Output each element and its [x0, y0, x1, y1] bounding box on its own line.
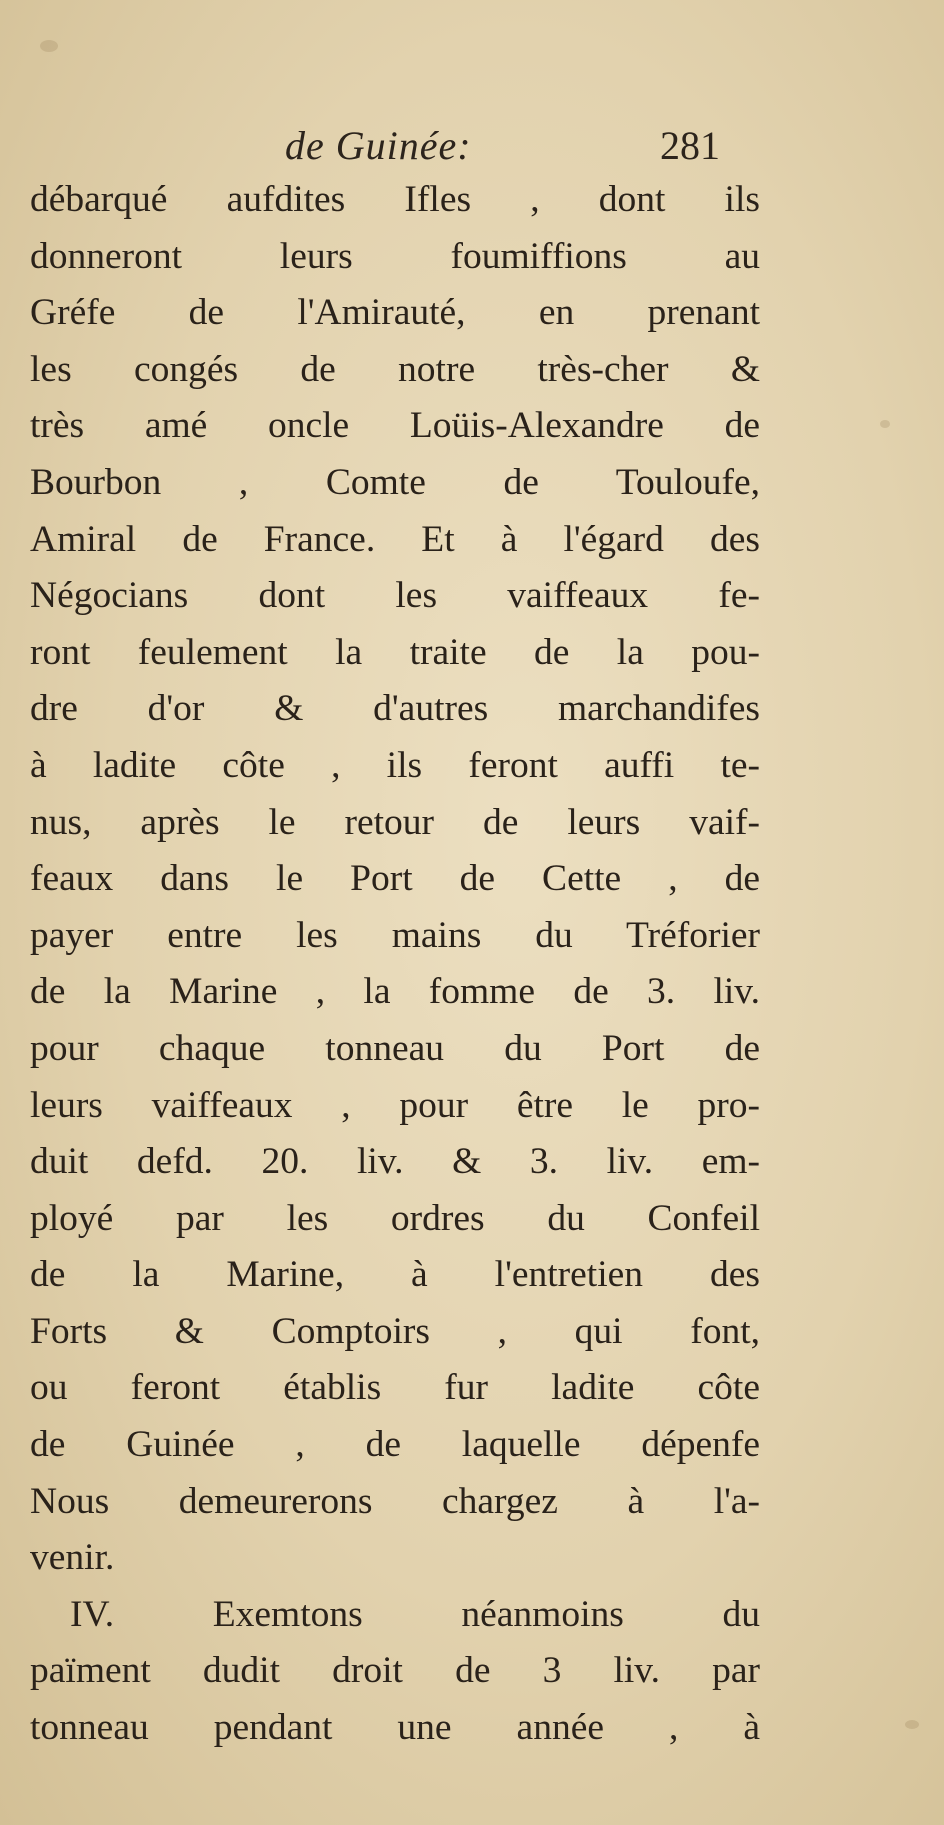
text-line: duit defd. 20. liv. & 3. liv. em-	[30, 1141, 760, 1183]
text-line: de Guinée , de laquelle dépenfe	[30, 1424, 760, 1466]
text-line: Amiral de France. Et à l'égard des	[30, 518, 760, 560]
paper-stain	[905, 1720, 919, 1729]
text-line: IV. Exemtons néanmoins du	[70, 1593, 760, 1635]
text-line: pour chaque tonneau du Port de	[30, 1027, 760, 1069]
page-number: 281	[660, 123, 720, 168]
text-line: Nous demeurerons chargez à l'a-	[30, 1480, 760, 1522]
text-line: nus, après le retour de leurs vaif-	[30, 801, 760, 843]
body-text	[30, 172, 760, 1757]
text-line: Forts & Comptoirs , qui font,	[30, 1310, 760, 1352]
text-line: payer entre les mains du Tréforier	[30, 914, 760, 956]
text-line: les congés de notre très-cher &	[30, 348, 760, 390]
text-line: ployé par les ordres du Confeil	[30, 1197, 760, 1239]
text-line: débarqué aufdites Ifles , dont ils	[30, 179, 760, 220]
text-line: donneront leurs foumiffions au	[30, 235, 760, 277]
text-line: venir.	[30, 1537, 115, 1579]
paper-stain	[880, 420, 890, 428]
running-head: de Guinée:	[285, 123, 472, 168]
text-line: feaux dans le Port de Cette , de	[30, 858, 760, 900]
text-line: dre d'or & d'autres marchandifes	[30, 688, 760, 730]
text-line: Négocians dont les vaiffeaux fe-	[30, 575, 760, 617]
text-line: Bourbon , Comte de Touloufe,	[30, 461, 760, 503]
paper-stain	[40, 40, 58, 52]
text-line: tonneau pendant une année , à	[30, 1707, 760, 1749]
text-line: très amé oncle Loüis-Alexandre de	[30, 405, 760, 447]
text-line: Gréfe de l'Amirauté, en prenant	[30, 292, 760, 334]
text-line: de la Marine , la fomme de 3. liv.	[30, 971, 760, 1013]
text-line: à ladite côte , ils feront auffi te-	[30, 744, 760, 786]
page-header	[0, 118, 944, 178]
text-line: ront feulement la traite de la pou-	[30, 631, 760, 673]
text-line: ou feront établis fur ladite côte	[30, 1367, 760, 1409]
text-line: leurs vaiffeaux , pour être le pro-	[30, 1084, 760, 1126]
text-line: païment dudit droit de 3 liv. par	[30, 1650, 760, 1692]
text-line: de la Marine, à l'entretien des	[30, 1254, 760, 1296]
